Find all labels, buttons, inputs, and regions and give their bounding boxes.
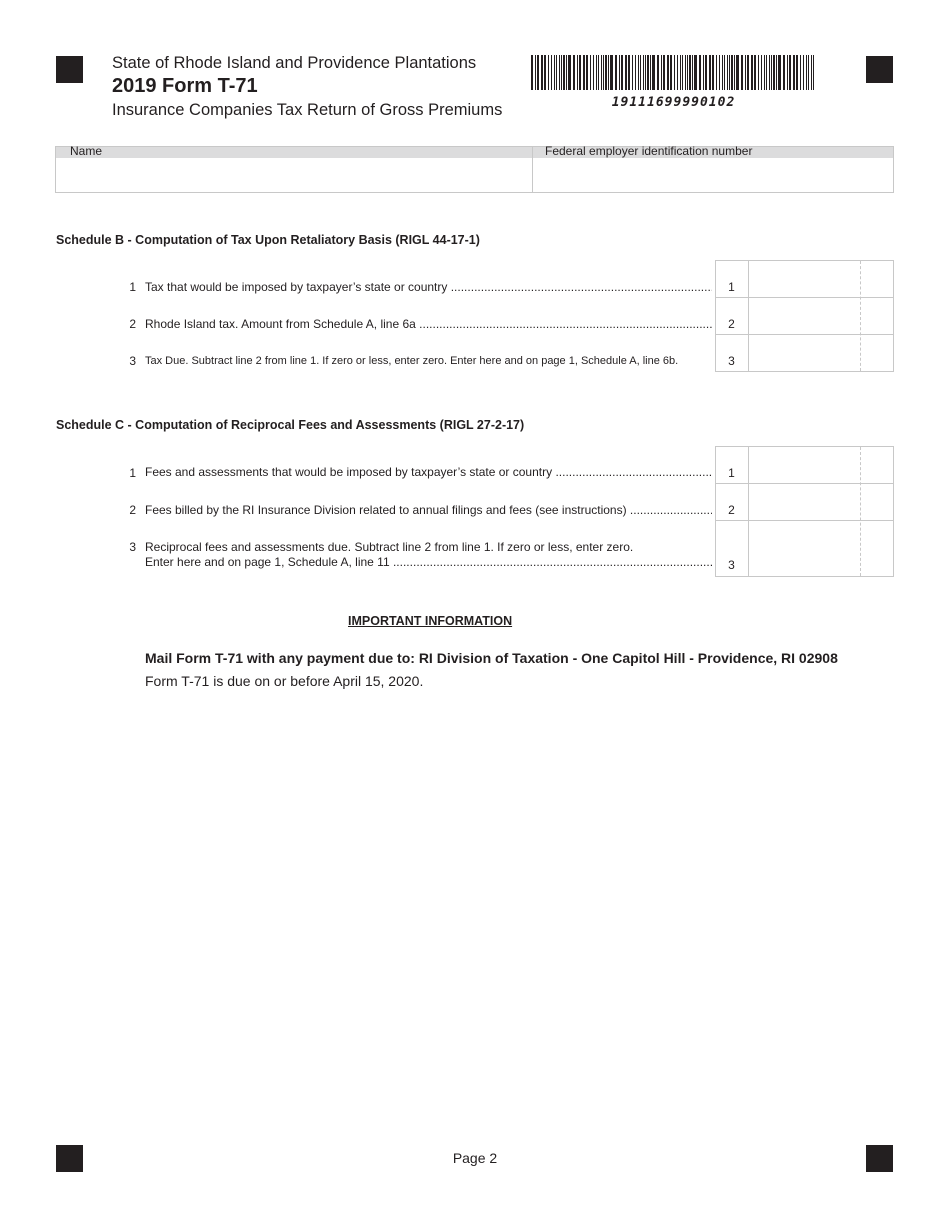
barcode-bar xyxy=(667,55,669,90)
barcode-bar xyxy=(610,55,613,90)
line-text: Reciprocal fees and assessments due. Subtract line 2 from line 1. If zero or less, enter zero. xyxy=(145,540,634,554)
registration-mark-top-right xyxy=(866,56,893,83)
amount-field-c2[interactable] xyxy=(748,483,894,521)
barcode-bar xyxy=(699,55,701,90)
barcode-bar xyxy=(769,55,770,90)
barcode-bar xyxy=(722,55,723,90)
barcode-bar xyxy=(632,55,633,90)
barcode-bar xyxy=(603,55,604,90)
barcode-bar xyxy=(712,55,714,90)
barcode-bar xyxy=(703,55,704,90)
barcode-bar xyxy=(709,55,711,90)
barcode-bar xyxy=(568,55,571,90)
line-box-number: 1 xyxy=(728,466,735,480)
line-box-number: 3 xyxy=(728,354,735,368)
barcode-bar xyxy=(645,55,646,90)
barcode-bar xyxy=(674,55,675,90)
form-title: 2019 Form T-71 xyxy=(112,75,258,97)
barcode-bar xyxy=(806,55,807,90)
barcode-bar xyxy=(561,55,562,90)
barcode-bar xyxy=(789,55,791,90)
barcode-bar xyxy=(764,55,765,90)
barcode-bar xyxy=(771,55,772,90)
barcode-bar xyxy=(727,55,728,90)
barcode-bar xyxy=(724,55,725,90)
line-number: 3 xyxy=(129,354,136,368)
line-box-number: 2 xyxy=(728,317,735,331)
barcode-bar xyxy=(628,55,630,90)
barcode-bar xyxy=(535,55,536,90)
barcode-bar xyxy=(663,55,665,90)
barcode-bar xyxy=(813,55,814,90)
amount-field-b2[interactable] xyxy=(748,297,894,335)
mailing-instructions: Mail Form T-71 with any payment due to: RI Division of Taxation - One Capitol Hill - Providence, RI 02908 xyxy=(145,650,838,666)
barcode-bar xyxy=(619,55,620,90)
barcode-bar xyxy=(583,55,585,90)
amount-field-b3[interactable] xyxy=(748,334,894,372)
barcode-bar xyxy=(694,55,697,90)
barcode-bar xyxy=(596,55,597,90)
barcode-bar xyxy=(573,55,575,90)
barcode-bar xyxy=(531,55,533,90)
line-number: 1 xyxy=(129,466,136,480)
barcode-bar xyxy=(579,55,581,90)
barcode-bar xyxy=(800,55,801,90)
barcode-bar xyxy=(745,55,746,90)
barcode-bar xyxy=(625,55,627,90)
line-box-number: 3 xyxy=(728,558,735,572)
barcode-bar xyxy=(766,55,767,90)
barcode-bar xyxy=(796,55,798,90)
barcode-bar xyxy=(773,55,775,90)
barcode-bar xyxy=(598,55,599,90)
barcode-bar xyxy=(593,55,594,90)
barcode-bar xyxy=(747,55,749,90)
barcode-bar xyxy=(544,55,546,90)
amount-field-b1[interactable] xyxy=(748,260,894,298)
barcode-bar xyxy=(556,55,557,90)
barcode-bar xyxy=(793,55,795,90)
barcode-bar xyxy=(736,55,739,90)
barcode-bar xyxy=(751,55,753,90)
barcode-bar xyxy=(537,55,539,90)
barcode-bar xyxy=(563,55,565,90)
barcode-bar xyxy=(689,55,691,90)
identification-box xyxy=(55,146,894,193)
line-text: Rhode Island tax. Amount from Schedule A, line 6a ..... xyxy=(145,317,712,331)
barcode-bar xyxy=(754,55,756,90)
barcode-bar xyxy=(640,55,641,90)
barcode-bar xyxy=(647,55,649,90)
name-field[interactable] xyxy=(56,158,532,192)
barcode-bar xyxy=(719,55,720,90)
barcode-bar xyxy=(729,55,730,90)
barcode-bar xyxy=(586,55,588,90)
cents-divider xyxy=(860,261,861,371)
line-number: 3 xyxy=(129,540,136,554)
page-number: Page 2 xyxy=(452,1150,498,1166)
barcode-bar xyxy=(548,55,549,90)
cents-divider xyxy=(860,447,861,576)
barcode-bar xyxy=(670,55,672,90)
due-date-note: Form T-71 is due on or before April 15, 2020. xyxy=(145,673,424,689)
barcode-bar xyxy=(541,55,543,90)
schedule-b-title: Schedule B - Computation of Tax Upon Retaliatory Basis (RIGL 44-17-1) xyxy=(56,233,480,247)
line-text: Fees and assessments that would be imposed by taxpayer’s state or country ..... xyxy=(145,465,712,479)
name-label: Name xyxy=(70,144,103,158)
registration-mark-top-left xyxy=(56,56,83,83)
barcode-bar xyxy=(605,55,607,90)
state-heading: State of Rhode Island and Providence Plantations xyxy=(112,54,477,72)
barcode-bar xyxy=(652,55,655,90)
line-box-number: 2 xyxy=(728,503,735,517)
barcode-bar xyxy=(761,55,762,90)
barcode-bar xyxy=(783,55,785,90)
barcode-number: 19111699990102 xyxy=(611,95,736,110)
barcode-bar xyxy=(551,55,552,90)
barcode-bar xyxy=(803,55,804,90)
barcode-bar xyxy=(758,55,759,90)
barcode-bar xyxy=(808,55,809,90)
line-text-continued: Enter here and on page 1, Schedule A, line 11 ..... xyxy=(145,555,712,569)
barcode-bar xyxy=(601,55,602,90)
barcode-bar xyxy=(776,55,777,90)
line-number: 1 xyxy=(129,280,136,294)
barcode-bar xyxy=(650,55,651,90)
line-number: 2 xyxy=(129,503,136,517)
barcode-bar xyxy=(554,55,555,90)
line-text: Tax Due. Subtract line 2 from line 1. If zero or less, enter zero. Enter here and on page 1, Schedule A, line 6b. xyxy=(145,355,679,367)
barcode-bar xyxy=(685,55,686,90)
barcode-bar xyxy=(778,55,781,90)
barcode-bar xyxy=(590,55,591,90)
barcode-bar xyxy=(677,55,678,90)
barcode-bar xyxy=(716,55,717,90)
barcode-bar xyxy=(559,55,560,90)
line-text: Fees billed by the RI Insurance Division related to annual filings and fees (see instructions) ..... xyxy=(145,503,712,517)
barcode-bar xyxy=(734,55,735,90)
barcode xyxy=(531,55,816,90)
amount-field-c1[interactable] xyxy=(748,446,894,484)
barcode-bar xyxy=(692,55,693,90)
barcode-bar xyxy=(577,55,578,90)
barcode-bar xyxy=(741,55,743,90)
important-information-heading: IMPORTANT INFORMATION xyxy=(348,614,513,628)
barcode-bar xyxy=(566,55,567,90)
barcode-bar xyxy=(657,55,659,90)
line-number: 2 xyxy=(129,317,136,331)
barcode-bar xyxy=(635,55,636,90)
barcode-bar xyxy=(680,55,681,90)
barcode-bar xyxy=(731,55,733,90)
barcode-bar xyxy=(682,55,683,90)
barcode-bar xyxy=(811,55,812,90)
barcode-bar xyxy=(608,55,609,90)
barcode-bar xyxy=(705,55,707,90)
line-box-number: 1 xyxy=(728,280,735,294)
amount-field-c3[interactable] xyxy=(748,520,894,577)
barcode-bar xyxy=(615,55,617,90)
barcode-bar xyxy=(661,55,662,90)
line-text: Tax that would be imposed by taxpayer’s state or country ..... xyxy=(145,280,712,294)
barcode-bar xyxy=(638,55,639,90)
barcode-bar xyxy=(687,55,688,90)
schedule-c-title: Schedule C - Computation of Reciprocal Fees and Assessments (RIGL 27-2-17) xyxy=(56,418,525,432)
barcode-bar xyxy=(621,55,623,90)
barcode-bar xyxy=(643,55,644,90)
fein-field[interactable] xyxy=(533,158,893,192)
fein-label: Federal employer identification number xyxy=(545,144,753,158)
form-subtitle: Insurance Companies Tax Return of Gross Premiums xyxy=(112,101,503,119)
label-band xyxy=(56,147,893,158)
barcode-bar xyxy=(787,55,788,90)
